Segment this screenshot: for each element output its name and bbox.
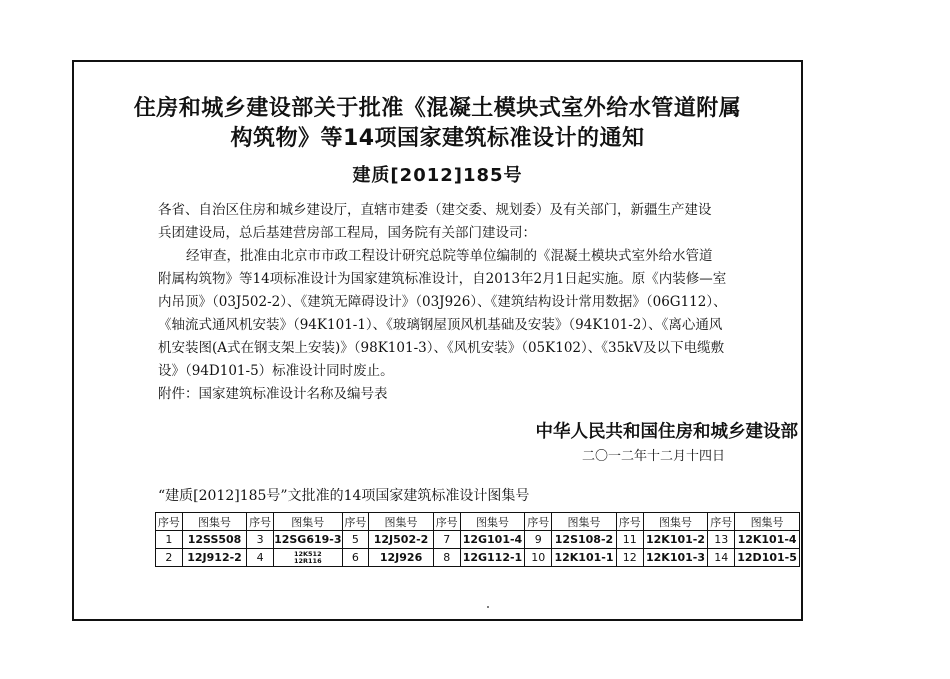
- seq-cell: 13: [708, 531, 735, 549]
- header-seq: 序号: [708, 513, 735, 531]
- issue-date: 二〇一二年十二月十四日: [582, 449, 726, 464]
- body-line: 设》（94D101-5）标准设计同时废止。: [158, 363, 394, 379]
- notice-title-line-1: 住房和城乡建设部关于批准《混凝土模块式室外给水管道附属: [133, 96, 742, 121]
- seq-cell: 4: [247, 549, 274, 567]
- table-row: [156, 549, 800, 567]
- header-code: 图集号: [369, 513, 434, 531]
- issuing-authority: 中华人民共和国住房和城乡建设部: [535, 422, 798, 442]
- seq-cell: 9: [525, 531, 552, 549]
- standards-code-table: [155, 512, 800, 567]
- header-seq: 序号: [525, 513, 552, 531]
- body-line: 机安装图(A式在钢支架上安装)》（98K101-3）、《风机安装》（05K102）、《35kV及以下电缆敷: [158, 340, 725, 356]
- header-code: 图集号: [643, 513, 708, 531]
- code-cell: 12SS508: [182, 531, 247, 549]
- header-seq: 序号: [247, 513, 274, 531]
- code-cell-double: [274, 549, 342, 567]
- body-line: 《轴流式通风机安装》（94K101-1）、《玻璃钢屋顶风机基础及安装》（94K101-2）、《离心通风: [158, 317, 723, 333]
- code-cell: 12SG619-3: [274, 531, 342, 549]
- header-code: 图集号: [274, 513, 342, 531]
- seq-cell: 2: [156, 549, 183, 567]
- code-cell: 12K101-1: [552, 549, 617, 567]
- scan-speck: [487, 606, 489, 608]
- header-code: 图集号: [735, 513, 800, 531]
- seq-cell: 6: [342, 549, 369, 567]
- code-cell: 12K101-4: [735, 531, 800, 549]
- header-seq: 序号: [342, 513, 369, 531]
- code-cell: 12D101-5: [735, 549, 800, 567]
- body-line: 经审查，批准由北京市市政工程设计研究总院等单位编制的《混凝土模块式室外给水管道: [186, 248, 713, 264]
- body-line: 兵团建设局，总后基建营房部工程局，国务院有关部门建设司：: [158, 225, 536, 241]
- code-cell: 12G101-4: [460, 531, 525, 549]
- attachment-line: 附件：国家建筑标准设计名称及编号表: [158, 386, 388, 402]
- code-cell: 12J502-2: [369, 531, 434, 549]
- table-row: [156, 531, 800, 549]
- body-line: 附属构筑物》等14项标准设计为国家建筑标准设计，自2013年2月1日起实施。原《内装修—室: [158, 271, 727, 287]
- code-cell: 12J912-2: [182, 549, 247, 567]
- code-line: 12K512: [293, 549, 322, 558]
- header-code: 图集号: [552, 513, 617, 531]
- seq-cell: 11: [616, 531, 643, 549]
- header-code: 图集号: [460, 513, 525, 531]
- seq-cell: 3: [247, 531, 274, 549]
- document-number: 建质[2012]185号: [352, 165, 523, 186]
- notice-body: [158, 199, 798, 406]
- code-cell: 12J926: [369, 549, 434, 567]
- seq-cell: 1: [156, 531, 183, 549]
- seq-cell: 12: [616, 549, 643, 567]
- header-code: 图集号: [182, 513, 247, 531]
- table-caption: “建质[2012]185号”文批准的14项国家建筑标准设计图集号: [158, 488, 530, 504]
- seq-cell: 10: [525, 549, 552, 567]
- seq-cell: 14: [708, 549, 735, 567]
- header-seq: 序号: [156, 513, 183, 531]
- code-cell: 12S108-2: [552, 531, 617, 549]
- seq-cell: 7: [433, 531, 460, 549]
- seq-cell: 5: [342, 531, 369, 549]
- code-cell: 12K101-3: [643, 549, 708, 567]
- body-line: 内吊顶》（03J502-2）、《建筑无障碍设计》（03J926）、《建筑结构设计常用数据》（06G112）、: [158, 294, 727, 310]
- code-cell: 12K101-2: [643, 531, 708, 549]
- header-seq: 序号: [433, 513, 460, 531]
- notice-title-line-2: 构筑物》等14项国家建筑标准设计的通知: [230, 126, 645, 151]
- header-seq: 序号: [616, 513, 643, 531]
- body-line: 各省、自治区住房和城乡建设厅，直辖市建委（建交委、规划委）及有关部门，新疆生产建设: [158, 202, 712, 218]
- code-line: 12R116: [293, 556, 322, 565]
- code-cell: 12G112-1: [460, 549, 525, 567]
- table-header-row: [156, 513, 800, 531]
- seq-cell: 8: [433, 549, 460, 567]
